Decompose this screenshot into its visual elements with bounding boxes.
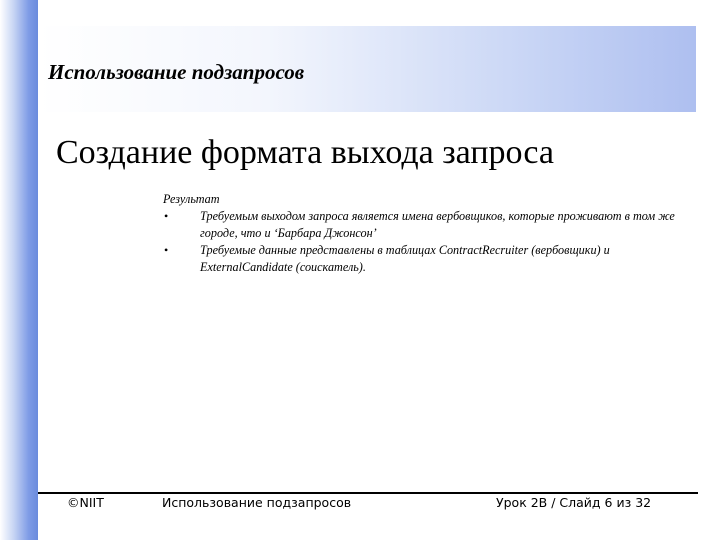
footer-topic: Использование подзапросов: [162, 495, 352, 510]
bullet-item: [163, 208, 703, 242]
footer-slide-info: Урок 2В / Слайд 6 из 32: [496, 495, 652, 510]
bullet-text: Требуемые данные представлены в таблицах ContractRecruiter (вербовщики) и ExternalCandidate (соискатель).: [200, 243, 610, 274]
result-label: Результат: [163, 192, 220, 206]
slide-body: [163, 191, 703, 276]
slide-heading: Создание формата выхода запроса: [56, 134, 554, 171]
header-title: Использование подзапросов: [48, 60, 305, 84]
bullet-dot-icon: •: [164, 209, 169, 223]
left-accent-bar: [0, 0, 38, 540]
footer-copyright: ©NIIT: [67, 495, 104, 510]
bullet-dot-icon: •: [164, 243, 169, 257]
bullet-text: Требуемым выходом запроса является имена вербовщиков, которые проживают в том же городе, что и ‘Барбара Джонсон’: [200, 209, 675, 240]
bullet-item: [163, 242, 703, 276]
footer-divider: [38, 492, 698, 494]
